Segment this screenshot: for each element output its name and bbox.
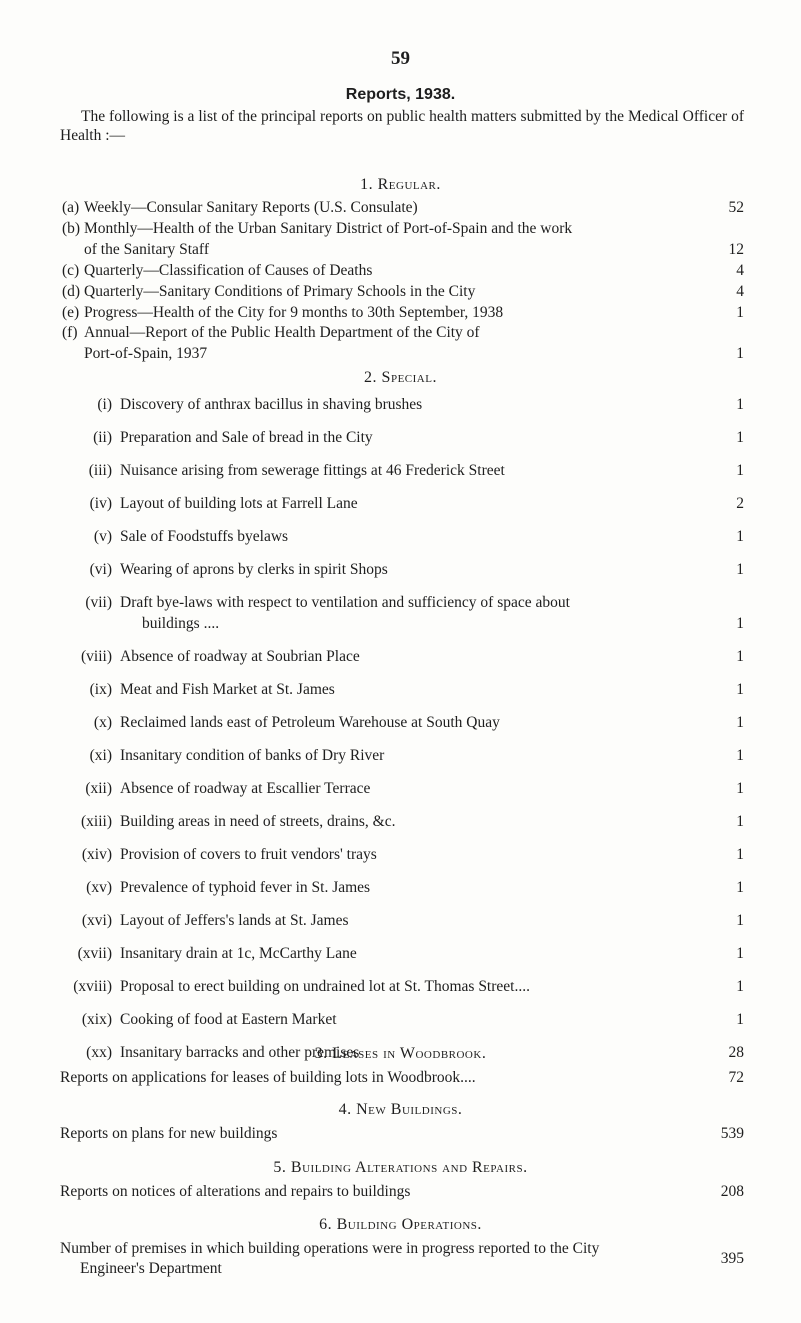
- list-item: [0, 780, 801, 800]
- item-label: (xv): [86, 879, 112, 896]
- item-count: 1: [736, 345, 744, 362]
- item-count: 4: [736, 283, 744, 300]
- item-label: (iii): [88, 462, 112, 479]
- item-text: Proposal to erect building on undrained lot at St. Thomas Street....: [120, 978, 530, 995]
- item-text: Building areas in need of streets, drains, &c.: [120, 813, 396, 830]
- item-count: 1: [736, 747, 744, 764]
- list-item: [0, 681, 801, 701]
- list-item: [0, 528, 801, 548]
- item-count: 1: [736, 846, 744, 863]
- item-count: 12: [728, 241, 744, 258]
- intro-paragraph: The following is a list of the principal reports on public health matters submitted by the Medical Officer of Health :—: [60, 108, 744, 144]
- item-text: Provision of covers to fruit vendors' trays: [120, 846, 377, 863]
- item-label: (xix): [81, 1011, 112, 1028]
- list-item: [0, 879, 801, 899]
- item-count: 1: [736, 681, 744, 698]
- item-label: (c): [62, 262, 80, 279]
- item-text: Meat and Fish Market at St. James: [120, 681, 335, 698]
- item-label: (b): [62, 220, 81, 237]
- section-line-building-alterations: [0, 1183, 801, 1203]
- item-text: Monthly—Health of the Urban Sanitary District of Port-of-Spain and the work: [84, 220, 573, 237]
- item-count: 1: [736, 648, 744, 665]
- item-count: 1: [736, 528, 744, 545]
- item-label: (ii): [93, 429, 112, 446]
- item-label: (d): [62, 283, 81, 300]
- list-item: [0, 199, 801, 219]
- section-count: 208: [720, 1183, 744, 1200]
- list-item: [0, 462, 801, 482]
- item-count: 28: [728, 1044, 744, 1061]
- page-title: Reports, 1938.: [345, 86, 456, 103]
- list-item: [0, 594, 801, 632]
- item-text: Insanitary drain at 1c, McCarthy Lane: [120, 945, 357, 962]
- item-text: Quarterly—Sanitary Conditions of Primary Schools in the City: [84, 283, 476, 300]
- section-heading-building-alterations: 5. Building Alterations and Repairs.: [273, 1159, 528, 1176]
- item-count: 1: [736, 813, 744, 830]
- page-number: 59: [391, 48, 410, 69]
- section-line-new-buildings: [0, 1125, 801, 1145]
- item-text: Discovery of anthrax bacillus in shaving brushes: [120, 396, 423, 413]
- list-item: [0, 220, 801, 258]
- item-label: (xi): [89, 747, 112, 764]
- section-count: 395: [720, 1250, 744, 1267]
- item-count: 2: [736, 495, 744, 512]
- section-line-building-operations: [0, 1240, 801, 1277]
- list-item: [0, 846, 801, 866]
- item-text: Nuisance arising from sewerage fittings at 46 Frederick Street: [120, 462, 505, 479]
- section-text: Number of premises in which building operations were in progress reported to the City: [60, 1240, 600, 1257]
- item-text: Quarterly—Classification of Causes of Deaths: [84, 262, 373, 279]
- item-text: Wearing of aprons by clerks in spirit Shops: [120, 561, 388, 578]
- list-item: [0, 304, 801, 324]
- item-label: (x): [93, 714, 112, 731]
- list-item: [0, 945, 801, 965]
- list-item: [0, 648, 801, 668]
- item-text: Annual—Report of the Public Health Department of the City of: [84, 324, 480, 341]
- item-label: (i): [97, 396, 112, 413]
- list-item: [0, 283, 801, 303]
- item-text: Absence of roadway at Escallier Terrace: [120, 780, 371, 797]
- section-heading-new-buildings: 4. New Buildings.: [338, 1101, 463, 1118]
- item-label: (vii): [85, 594, 112, 611]
- section-text-continued: Engineer's Department: [80, 1260, 222, 1277]
- section-count: 539: [720, 1125, 744, 1142]
- item-count: 1: [736, 714, 744, 731]
- item-text-continued: buildings ....: [142, 615, 220, 632]
- item-text-continued: Port-of-Spain, 1937: [84, 345, 208, 362]
- item-count: 1: [736, 462, 744, 479]
- item-count: 52: [728, 199, 744, 216]
- list-item: [0, 324, 801, 362]
- item-text: Layout of Jeffers's lands at St. James: [120, 912, 349, 929]
- item-count: 1: [736, 429, 744, 446]
- item-text: Progress—Health of the City for 9 months to 30th September, 1938: [84, 304, 504, 321]
- item-text: Insanitary condition of banks of Dry River: [120, 747, 385, 764]
- section-heading-regular: 1. Regular.: [360, 176, 441, 193]
- item-text: Preparation and Sale of bread in the City: [120, 429, 373, 446]
- item-count: 1: [736, 1011, 744, 1028]
- section-heading-special: 2. Special.: [364, 369, 437, 386]
- section-text: Reports on notices of alterations and repairs to buildings: [60, 1183, 411, 1200]
- list-item: [0, 262, 801, 282]
- list-item: [0, 396, 801, 416]
- item-text: Insanitary barracks and other premises: [120, 1044, 360, 1061]
- item-count: 1: [736, 912, 744, 929]
- item-text: Sale of Foodstuffs byelaws: [120, 528, 289, 545]
- list-item: [0, 978, 801, 998]
- item-label: (xvii): [77, 945, 112, 962]
- item-label: (e): [62, 304, 80, 321]
- item-text: Reclaimed lands east of Petroleum Warehouse at South Quay: [120, 714, 500, 731]
- section-heading-building-operations: 6. Building Operations.: [319, 1216, 482, 1233]
- item-label: (xviii): [73, 978, 112, 995]
- item-text: Absence of roadway at Soubrian Place: [120, 648, 360, 665]
- item-label: (viii): [81, 648, 112, 665]
- item-label: (xii): [85, 780, 112, 797]
- item-count: 1: [736, 396, 744, 413]
- item-count: 1: [736, 945, 744, 962]
- item-label: (iv): [89, 495, 112, 512]
- list-item: [0, 561, 801, 581]
- item-text: Weekly—Consular Sanitary Reports (U.S. Consulate): [84, 199, 418, 216]
- list-item: [0, 495, 801, 515]
- list-item: [0, 912, 801, 932]
- list-item: [0, 714, 801, 734]
- section-count: 72: [728, 1069, 744, 1086]
- list-item: [0, 813, 801, 833]
- list-item: [0, 429, 801, 449]
- section-text: Reports on plans for new buildings: [60, 1125, 278, 1142]
- section-text: Reports on applications for leases of building lots in Woodbrook....: [60, 1069, 476, 1086]
- item-label: (f): [62, 324, 78, 341]
- item-label: (vi): [89, 561, 112, 578]
- item-label: (xvi): [81, 912, 112, 929]
- section-line-leases-woodbrook: [0, 1069, 801, 1089]
- item-label: (a): [62, 199, 80, 216]
- item-label: (xx): [86, 1044, 112, 1061]
- item-text: Layout of building lots at Farrell Lane: [120, 495, 358, 512]
- item-label: (xiv): [81, 846, 112, 863]
- item-text: Cooking of food at Eastern Market: [120, 1011, 337, 1028]
- item-text: Draft bye-laws with respect to ventilation and sufficiency of space about: [120, 594, 570, 611]
- item-count: 1: [736, 879, 744, 896]
- item-count: 1: [736, 615, 744, 632]
- item-count: 1: [736, 780, 744, 797]
- section-heading-leases-woodbrook: 3. Leases in Woodbrook.: [314, 1045, 487, 1062]
- item-count: 1: [736, 561, 744, 578]
- item-label: (v): [93, 528, 112, 545]
- item-count: 1: [736, 304, 744, 321]
- list-item: [0, 1011, 801, 1031]
- item-label: (ix): [89, 681, 112, 698]
- item-text-continued: of the Sanitary Staff: [84, 241, 209, 258]
- item-label: (xiii): [81, 813, 112, 830]
- item-count: 1: [736, 978, 744, 995]
- list-item: [0, 747, 801, 767]
- item-text: Prevalence of typhoid fever in St. James: [120, 879, 371, 896]
- item-count: 4: [736, 262, 744, 279]
